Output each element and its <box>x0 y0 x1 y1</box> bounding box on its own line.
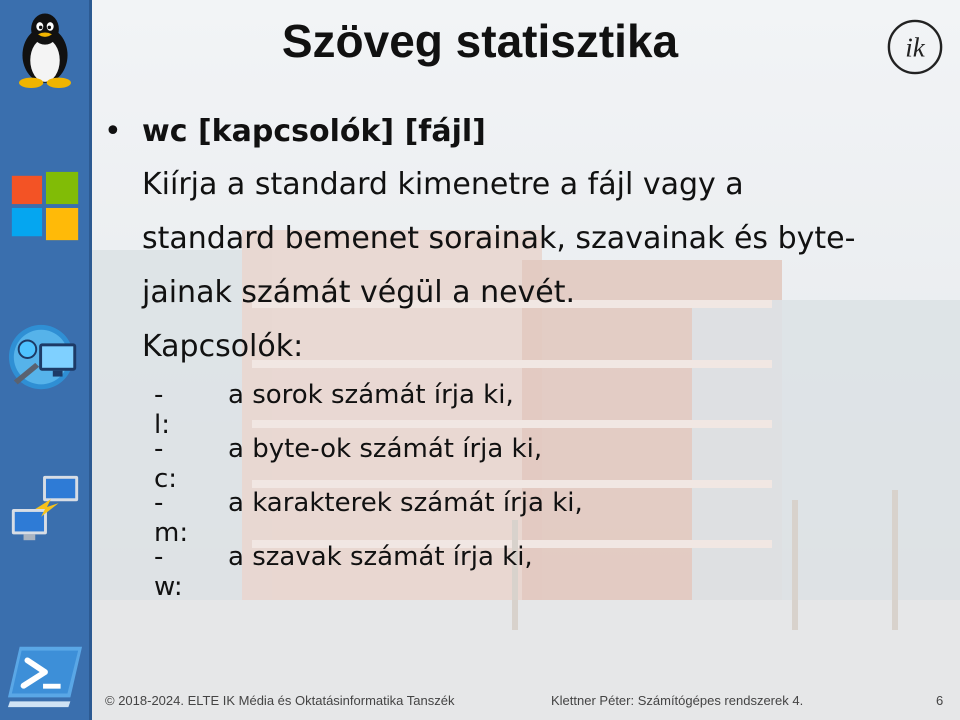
linux-tux-icon <box>6 10 84 88</box>
option-key: -w: <box>154 542 183 602</box>
ik-logo <box>886 18 944 76</box>
svg-text:ik: ik <box>905 32 925 63</box>
option-description: a karakterek számát írja ki, <box>228 488 583 518</box>
bullet-symbol: • <box>104 114 122 149</box>
slide-title: Szöveg statisztika <box>281 15 679 67</box>
option-description: a byte-ok számát írja ki, <box>228 434 543 464</box>
description-line: standard bemenet sorainak, szavainak és byte- <box>142 221 856 256</box>
footer-copyright: © 2018-2024. ELTE IK Média és Oktatásinformatika Tanszék <box>105 693 455 708</box>
option-description: a sorok számát írja ki, <box>228 380 514 410</box>
powershell-icon <box>6 636 84 714</box>
option-key: -m: <box>154 488 189 548</box>
windows-logo-icon <box>6 168 84 246</box>
option-key: -c: <box>154 434 178 494</box>
options-label: Kapcsolók: <box>142 329 304 364</box>
command-heading: wc [kapcsolók] [fájl] <box>142 114 486 149</box>
description-line: Kiírja a standard kimenetre a fájl vagy a <box>142 167 744 202</box>
sidebar <box>0 0 92 720</box>
remote-desktop-icon <box>6 320 84 398</box>
option-description: a szavak számát írja ki, <box>228 542 533 572</box>
description-line: jainak számát végül a nevét. <box>142 275 576 310</box>
option-key: -l: <box>154 380 170 440</box>
footer-author-course: Klettner Péter: Számítógépes rendszerek 4. <box>551 693 804 708</box>
page-number: 6 <box>936 693 944 708</box>
network-computers-icon <box>6 470 84 548</box>
